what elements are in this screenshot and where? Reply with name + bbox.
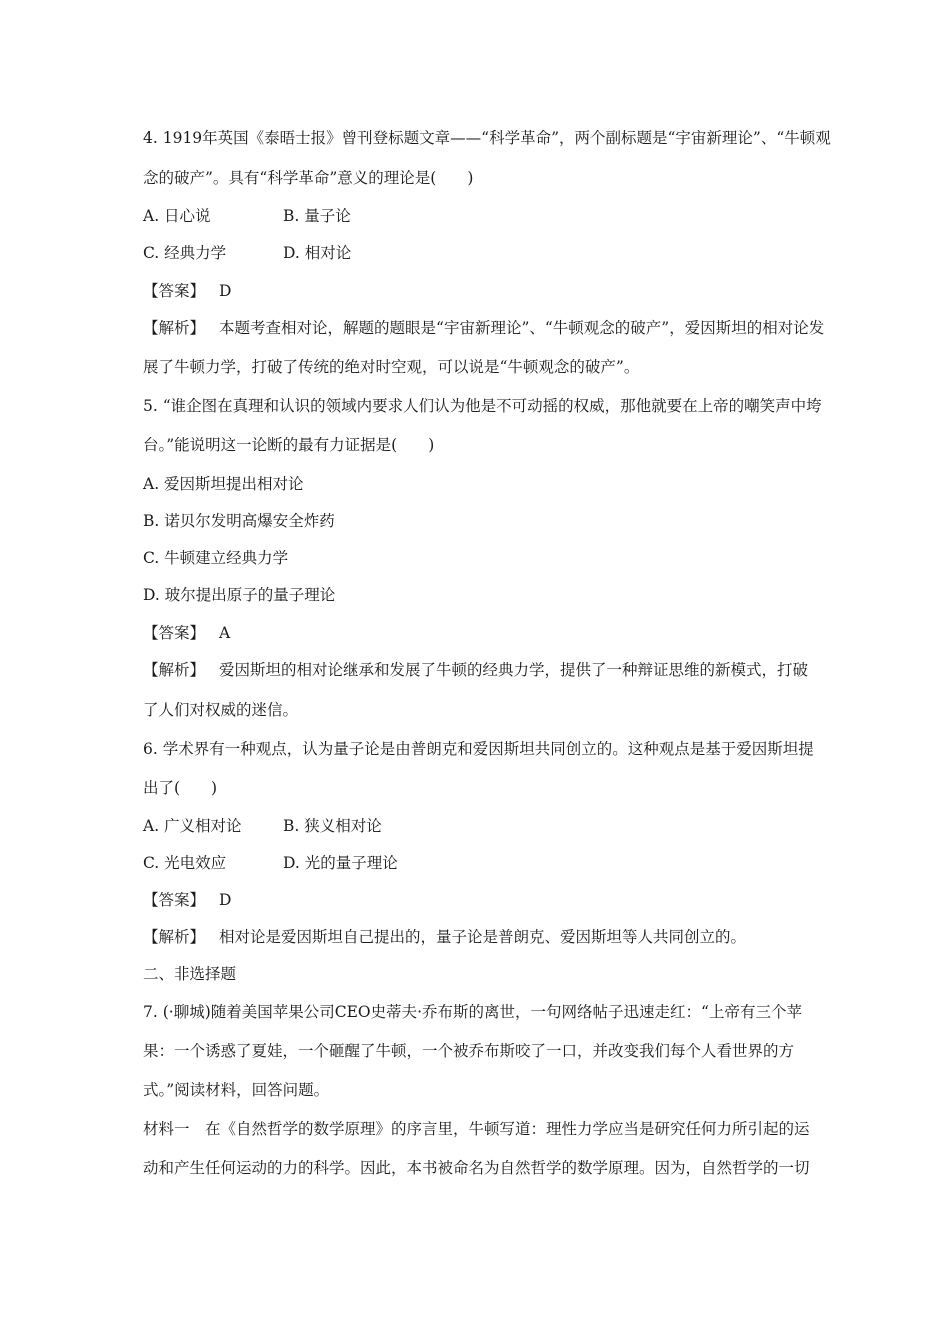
q6-stem-line2: 出了( ) [143,779,218,797]
answer-label: 【答案】 [143,891,206,909]
answer-label: 【答案】 [143,282,206,300]
q4-option-d: D. 相对论 [283,244,352,262]
q7-stem-line1: 7. (·聊城)随着美国苹果公司CEO史蒂夫·乔布斯的离世，一句网络帖子迅速走红：“上帝有三个苹 [143,1003,802,1021]
q4-option-b: B. 量子论 [283,207,351,225]
q5-analysis-line2: 了人们对权威的迷信。 [143,701,299,719]
q7-material1-line2: 动和产生任何运动的力的科学。因此，本书被命名为自然哲学的数学原理。因为，自然哲学的一切 [143,1159,810,1177]
q5-answer [143,623,230,643]
q7-material1-line1: 材料一 在《自然哲学的数学原理》的序言里，牛顿写道：理性力学应当是研究任何力所引起的运 [143,1120,810,1138]
q6-option-d: D. 光的量子理论 [283,854,398,872]
q4-stem-line1: 4. 1919年英国《泰晤士报》曾刊登标题文章——“科学革命”，两个副标题是“宇宙新理论”、“牛顿观 [143,129,831,147]
q4-option-a: A. 日心说 [143,207,211,225]
q5-analysis-line1 [143,660,808,680]
q4-analysis-line1 [143,318,824,338]
q7-stem-line3: 式。”阅读材料，回答问题。 [143,1081,330,1099]
answer-value: D [219,282,232,300]
q7-stem-line2: 果：一个诱惑了夏娃，一个砸醒了牛顿，一个被乔布斯咬了一口，并改变我们每个人看世界的方 [143,1042,795,1060]
q6-option-b: B. 狭义相对论 [283,817,382,835]
q6-option-c: C. 光电效应 [143,854,227,872]
analysis-label: 【解析】 [143,319,206,337]
q5-option-d: D. 玻尔提出原子的量子理论 [143,586,336,604]
q6-stem-line1: 6. 学术界有一种观点，认为量子论是由普朗克和爱因斯坦共同创立的。这种观点是基于爱因斯坦提 [143,740,814,758]
analysis-text: 爱因斯坦的相对论继承和发展了牛顿的经典力学，提供了一种辩证思维的新模式，打破 [219,661,809,679]
q6-analysis-line1 [143,927,746,947]
q5-stem-line2: 台。”能说明这一论断的最有力证据是( ) [143,436,435,454]
analysis-text: 相对论是爱因斯坦自己提出的，量子论是普朗克、爱因斯坦等人共同创立的。 [219,928,747,946]
analysis-label: 【解析】 [143,928,206,946]
q5-stem-line1: 5. “谁企图在真理和认识的领域内要求人们认为他是不可动摇的权威，那他就要在上帝的嘲笑声中垮 [143,397,822,415]
q4-answer [143,281,231,301]
q4-option-c: C. 经典力学 [143,244,227,262]
q4-stem-line2: 念的破产”。具有“科学革命”意义的理论是( ) [143,169,474,187]
analysis-text: 本题考查相对论，解题的题眼是“宇宙新理论”、“牛顿观念的破产”，爱因斯坦的相对论发 [219,319,825,337]
q5-option-c: C. 牛顿建立经典力学 [143,549,289,567]
section-heading: 二、非选择题 [143,965,237,983]
q6-option-a: A. 广义相对论 [143,817,242,835]
answer-value: D [219,891,232,909]
q5-option-b: B. 诺贝尔发明高爆安全炸药 [143,512,335,530]
q6-answer [143,890,231,910]
answer-label: 【答案】 [143,624,206,642]
q5-option-a: A. 爱因斯坦提出相对论 [143,475,304,493]
answer-value: A [219,624,231,642]
q4-analysis-line2: 展了牛顿力学，打破了传统的绝对时空观，可以说是“牛顿观念的破产”。 [143,358,640,376]
analysis-label: 【解析】 [143,661,206,679]
